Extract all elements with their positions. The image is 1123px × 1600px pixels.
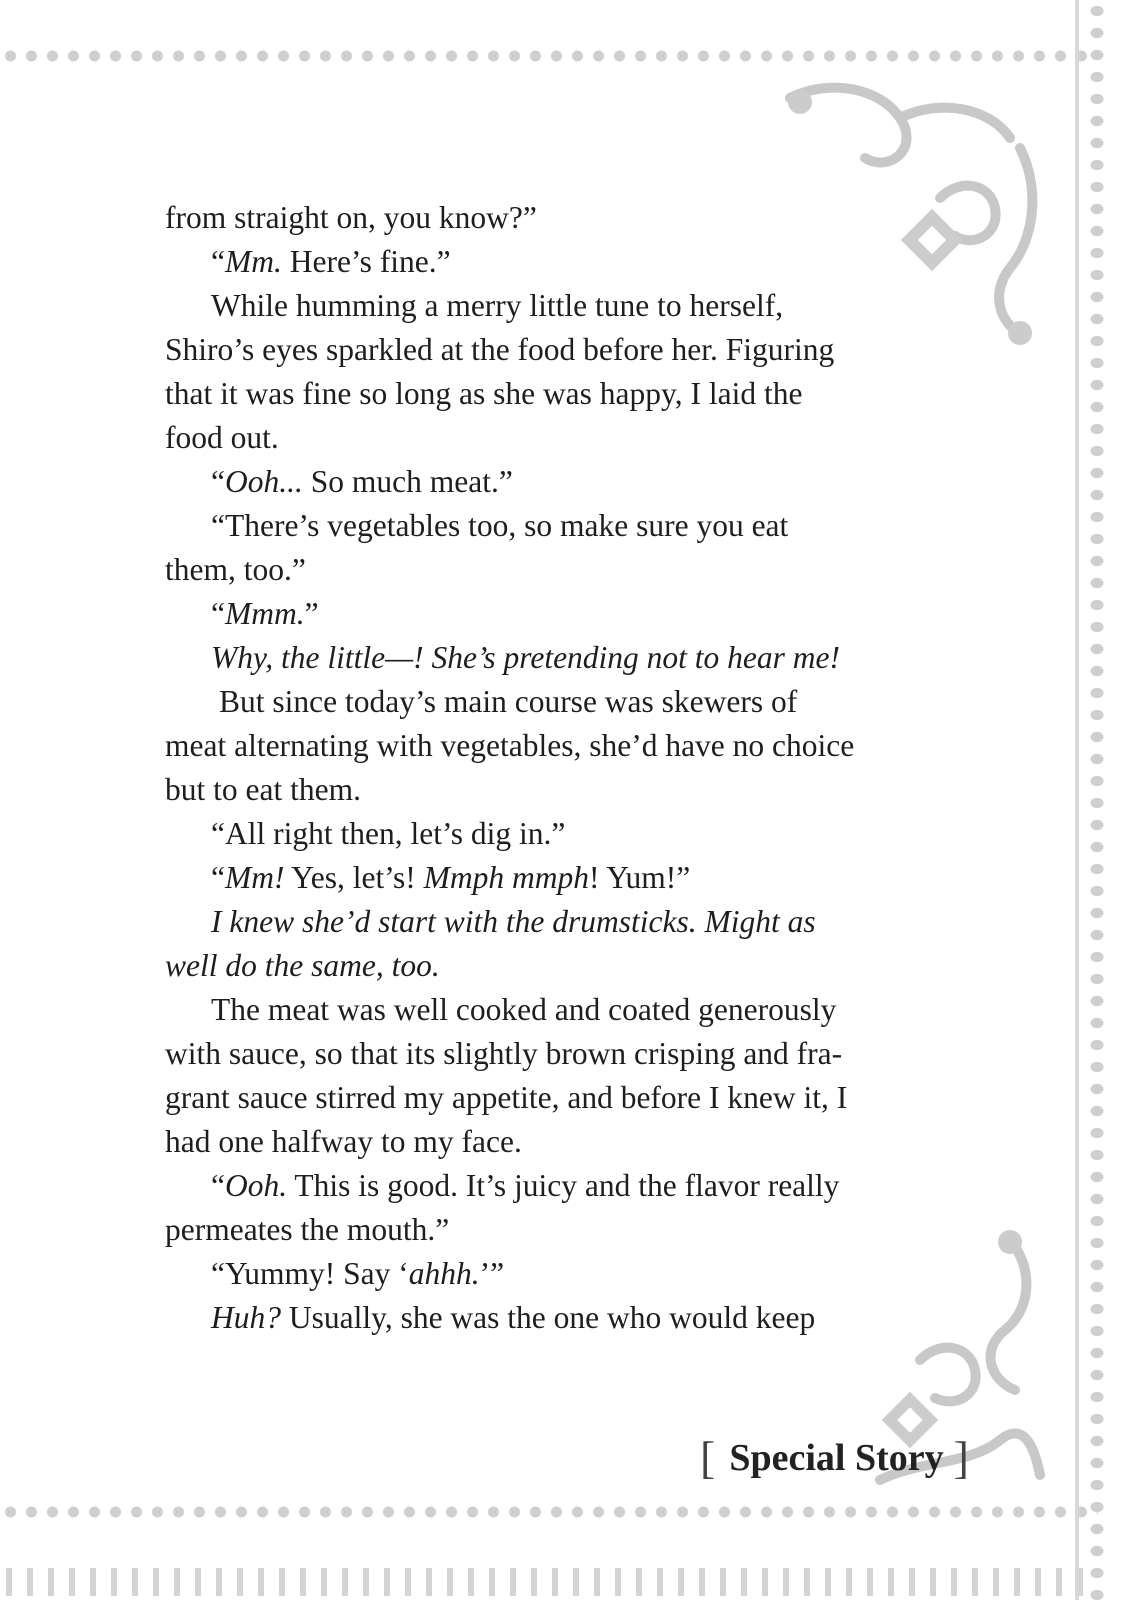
line-22: had one halfway to my face. bbox=[165, 1124, 522, 1159]
line-24: permeates the mouth.” bbox=[165, 1212, 450, 1247]
running-footer bbox=[700, 1428, 969, 1488]
line-3: While humming a merry little tune to herself, bbox=[211, 288, 784, 323]
line-10: “Mmm.” bbox=[211, 596, 319, 631]
story-text bbox=[165, 196, 955, 1340]
line-2: “Mm. Here’s fine.” bbox=[211, 244, 451, 279]
top-ornamental-border bbox=[0, 44, 1098, 68]
line-11: Why, the little—! She’s pretending not to hear me! bbox=[211, 640, 841, 675]
line-19: The meat was well cooked and coated generously bbox=[211, 992, 837, 1027]
line-13: meat alternating with vegetables, she’d have no choice bbox=[165, 728, 855, 763]
footer-title: Special Story bbox=[729, 1437, 944, 1479]
line-1: from straight on, you know?” bbox=[165, 200, 537, 235]
line-16: “Mm! Yes, let’s! Mmph mmph! Yum!” bbox=[211, 860, 691, 895]
line-18: well do the same, too. bbox=[165, 948, 440, 983]
line-9: them, too.” bbox=[165, 552, 306, 587]
right-border-line bbox=[1075, 0, 1079, 1600]
footer-bracket-right: ] bbox=[953, 1432, 969, 1483]
line-12: But since today’s main course was skewers of bbox=[219, 684, 798, 719]
line-14: but to eat them. bbox=[165, 772, 361, 807]
line-8: “There’s vegetables too, so make sure you eat bbox=[211, 508, 789, 543]
line-21: grant sauce stirred my appetite, and before I knew it, I bbox=[165, 1080, 848, 1115]
line-25: “Yummy! Say ‘ahhh.’” bbox=[211, 1256, 505, 1291]
line-26: Huh? Usually, she was the one who would keep bbox=[211, 1300, 816, 1335]
line-5: that it was fine so long as she was happy, I laid the bbox=[165, 376, 803, 411]
bottom-ornamental-border bbox=[0, 1500, 1098, 1524]
line-15: “All right then, let’s dig in.” bbox=[211, 816, 566, 851]
line-4: Shiro’s eyes sparkled at the food before her. Figuring bbox=[165, 332, 835, 367]
footer-bracket-left: [ bbox=[700, 1432, 716, 1483]
line-23: “Ooh. This is good. It’s juicy and the flavor really bbox=[211, 1168, 840, 1203]
right-ornamental-border bbox=[1083, 0, 1111, 1600]
bottom-edge-pattern bbox=[0, 1568, 1098, 1596]
line-6: food out. bbox=[165, 420, 279, 455]
line-7: “Ooh... So much meat.” bbox=[211, 464, 513, 499]
line-17: I knew she’d start with the drumsticks. Might as bbox=[211, 904, 816, 939]
line-20: with sauce, so that its slightly brown crisping and fra- bbox=[165, 1036, 843, 1071]
